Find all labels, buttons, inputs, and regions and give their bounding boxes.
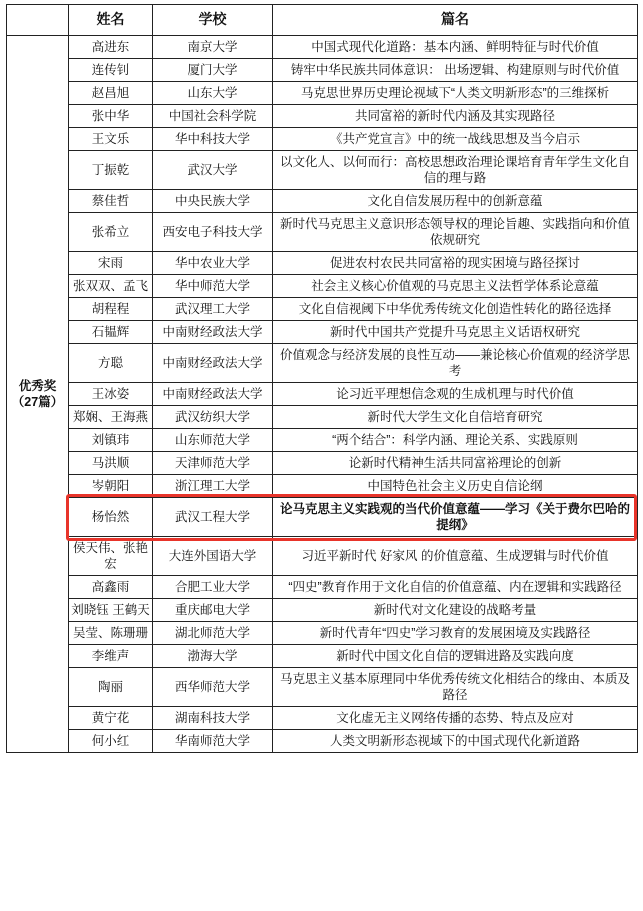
group-label-line2: （27篇） xyxy=(11,395,64,409)
cell-name: 张双双、孟飞 xyxy=(69,275,153,298)
cell-title: 马克思主义基本原理同中华优秀传统文化相结合的缘由、本质及路径 xyxy=(273,668,638,707)
cell-title: 中国特色社会主义历史自信论纲 xyxy=(273,475,638,498)
cell-title: “两个结合”：科学内涵、理论关系、实践原则 xyxy=(273,429,638,452)
cell-school: 天津师范大学 xyxy=(153,452,273,475)
table-row xyxy=(7,383,638,406)
group-label-line1: 优秀奖 xyxy=(18,379,57,393)
cell-title: 新时代中国共产党提升马克思主义话语权研究 xyxy=(273,321,638,344)
cell-title: 新时代对文化建设的战略考量 xyxy=(273,599,638,622)
cell-title: 马克思世界历史理论视域下“人类文明新形态”的三维探析 xyxy=(273,82,638,105)
cell-school: 重庆邮电大学 xyxy=(153,599,273,622)
table-row xyxy=(7,252,638,275)
table-row xyxy=(7,82,638,105)
cell-school: 中南财经政法大学 xyxy=(153,383,273,406)
cell-school: 武汉纺织大学 xyxy=(153,406,273,429)
award-list-table xyxy=(6,4,638,753)
header-group xyxy=(7,5,69,36)
table-row xyxy=(7,128,638,151)
table-row xyxy=(7,406,638,429)
group-label-cell xyxy=(7,36,69,753)
cell-title: “四史”教育作用于文化自信的价值意蕴、内在逻辑和实践路径 xyxy=(273,576,638,599)
table-row xyxy=(7,429,638,452)
cell-title: 促进农村农民共同富裕的现实困境与路径探讨 xyxy=(273,252,638,275)
cell-school: 浙江理工大学 xyxy=(153,475,273,498)
cell-name: 宋雨 xyxy=(69,252,153,275)
table-row xyxy=(7,622,638,645)
cell-title: 论习近平理想信念观的生成机理与时代价值 xyxy=(273,383,638,406)
cell-name: 赵昌旭 xyxy=(69,82,153,105)
table-row xyxy=(7,298,638,321)
cell-title: 中国式现代化道路：基本内涵、鲜明特征与时代价值 xyxy=(273,36,638,59)
cell-school: 中国社会科学院 xyxy=(153,105,273,128)
cell-school: 西华师范大学 xyxy=(153,668,273,707)
table-header xyxy=(7,5,638,36)
table-row xyxy=(7,668,638,707)
cell-title: 文化自信发展历程中的创新意蕴 xyxy=(273,190,638,213)
table-row xyxy=(7,707,638,730)
cell-name: 方聪 xyxy=(69,344,153,383)
cell-title: 新时代大学生文化自信培育研究 xyxy=(273,406,638,429)
cell-school: 山东大学 xyxy=(153,82,273,105)
cell-title: 习近平新时代 好家风 的价值意蕴、生成逻辑与时代价值 xyxy=(273,537,638,576)
cell-title: 文化自信视阈下中华优秀传统文化创造性转化的路径选择 xyxy=(273,298,638,321)
cell-title: 以文化人、以何而行：高校思想政治理论课培育青年学生文化自信的理与路 xyxy=(273,151,638,190)
cell-name: 陶丽 xyxy=(69,668,153,707)
header-title: 篇名 xyxy=(273,5,638,36)
cell-school: 中南财经政法大学 xyxy=(153,344,273,383)
header-school: 学校 xyxy=(153,5,273,36)
cell-title: 新时代马克思主义意识形态领导权的理论旨趣、实践指向和价值依规研究 xyxy=(273,213,638,252)
table-row xyxy=(7,498,638,537)
header-row xyxy=(7,5,638,36)
cell-name: 郑娴、王海燕 xyxy=(69,406,153,429)
table-row xyxy=(7,190,638,213)
cell-name: 高鑫雨 xyxy=(69,576,153,599)
cell-name: 何小红 xyxy=(69,730,153,753)
cell-name: 侯天伟、张艳宏 xyxy=(69,537,153,576)
cell-school: 中南财经政法大学 xyxy=(153,321,273,344)
cell-name: 王冰姿 xyxy=(69,383,153,406)
cell-title: 社会主义核心价值观的马克思主义法哲学体系论意蕴 xyxy=(273,275,638,298)
cell-school: 渤海大学 xyxy=(153,645,273,668)
table-row xyxy=(7,576,638,599)
cell-name: 张中华 xyxy=(69,105,153,128)
cell-school: 华中师范大学 xyxy=(153,275,273,298)
table-row xyxy=(7,730,638,753)
cell-name: 黄宁花 xyxy=(69,707,153,730)
table-row xyxy=(7,321,638,344)
cell-school: 山东师范大学 xyxy=(153,429,273,452)
cell-title: 人类文明新形态视域下的中国式现代化新道路 xyxy=(273,730,638,753)
cell-school: 西安电子科技大学 xyxy=(153,213,273,252)
cell-name: 刘晓钰 王鹤天 xyxy=(69,599,153,622)
header-name: 姓名 xyxy=(69,5,153,36)
cell-title: 新时代中国文化自信的逻辑进路及实践向度 xyxy=(273,645,638,668)
cell-school: 湖南科技大学 xyxy=(153,707,273,730)
cell-name: 蔡佳哲 xyxy=(69,190,153,213)
cell-title: 共同富裕的新时代内涵及其实现路径 xyxy=(273,105,638,128)
cell-title: 铸牢中华民族共同体意识： 出场逻辑、构建原则与时代价值 xyxy=(273,59,638,82)
cell-school: 中央民族大学 xyxy=(153,190,273,213)
cell-name: 马洪顺 xyxy=(69,452,153,475)
cell-name: 岑朝阳 xyxy=(69,475,153,498)
cell-name: 石韫辉 xyxy=(69,321,153,344)
table-row xyxy=(7,275,638,298)
cell-name: 丁振乾 xyxy=(69,151,153,190)
table-row xyxy=(7,36,638,59)
cell-school: 合肥工业大学 xyxy=(153,576,273,599)
cell-name: 高进东 xyxy=(69,36,153,59)
cell-name: 吴莹、陈珊珊 xyxy=(69,622,153,645)
table-row xyxy=(7,151,638,190)
cell-name: 连传钊 xyxy=(69,59,153,82)
cell-title: 新时代青年“四史”学习教育的发展困境及实践路径 xyxy=(273,622,638,645)
cell-title: 文化虚无主义网络传播的态势、特点及应对 xyxy=(273,707,638,730)
cell-title: 论马克思主义实践观的当代价值意蕴——学习《关于费尔巴哈的提纲》 xyxy=(273,498,638,537)
table-row xyxy=(7,475,638,498)
table-body xyxy=(7,36,638,753)
cell-school: 大连外国语大学 xyxy=(153,537,273,576)
cell-school: 武汉大学 xyxy=(153,151,273,190)
cell-name: 李维声 xyxy=(69,645,153,668)
table-row xyxy=(7,59,638,82)
cell-name: 王文乐 xyxy=(69,128,153,151)
cell-school: 华中科技大学 xyxy=(153,128,273,151)
cell-title: 价值观念与经济发展的良性互动——兼论核心价值观的经济学思考 xyxy=(273,344,638,383)
cell-school: 华中农业大学 xyxy=(153,252,273,275)
cell-title: 《共产党宣言》中的统一战线思想及当今启示 xyxy=(273,128,638,151)
table-row xyxy=(7,537,638,576)
cell-name: 张希立 xyxy=(69,213,153,252)
cell-school: 武汉工程大学 xyxy=(153,498,273,537)
cell-name: 杨怡然 xyxy=(69,498,153,537)
table-row xyxy=(7,645,638,668)
table-row xyxy=(7,599,638,622)
cell-school: 厦门大学 xyxy=(153,59,273,82)
table-row xyxy=(7,452,638,475)
cell-school: 湖北师范大学 xyxy=(153,622,273,645)
cell-school: 华南师范大学 xyxy=(153,730,273,753)
cell-school: 武汉理工大学 xyxy=(153,298,273,321)
cell-name: 胡程程 xyxy=(69,298,153,321)
cell-title: 论新时代精神生活共同富裕理论的创新 xyxy=(273,452,638,475)
cell-name: 刘镇玮 xyxy=(69,429,153,452)
cell-school: 南京大学 xyxy=(153,36,273,59)
table-row xyxy=(7,105,638,128)
table-row xyxy=(7,344,638,383)
table-row xyxy=(7,213,638,252)
